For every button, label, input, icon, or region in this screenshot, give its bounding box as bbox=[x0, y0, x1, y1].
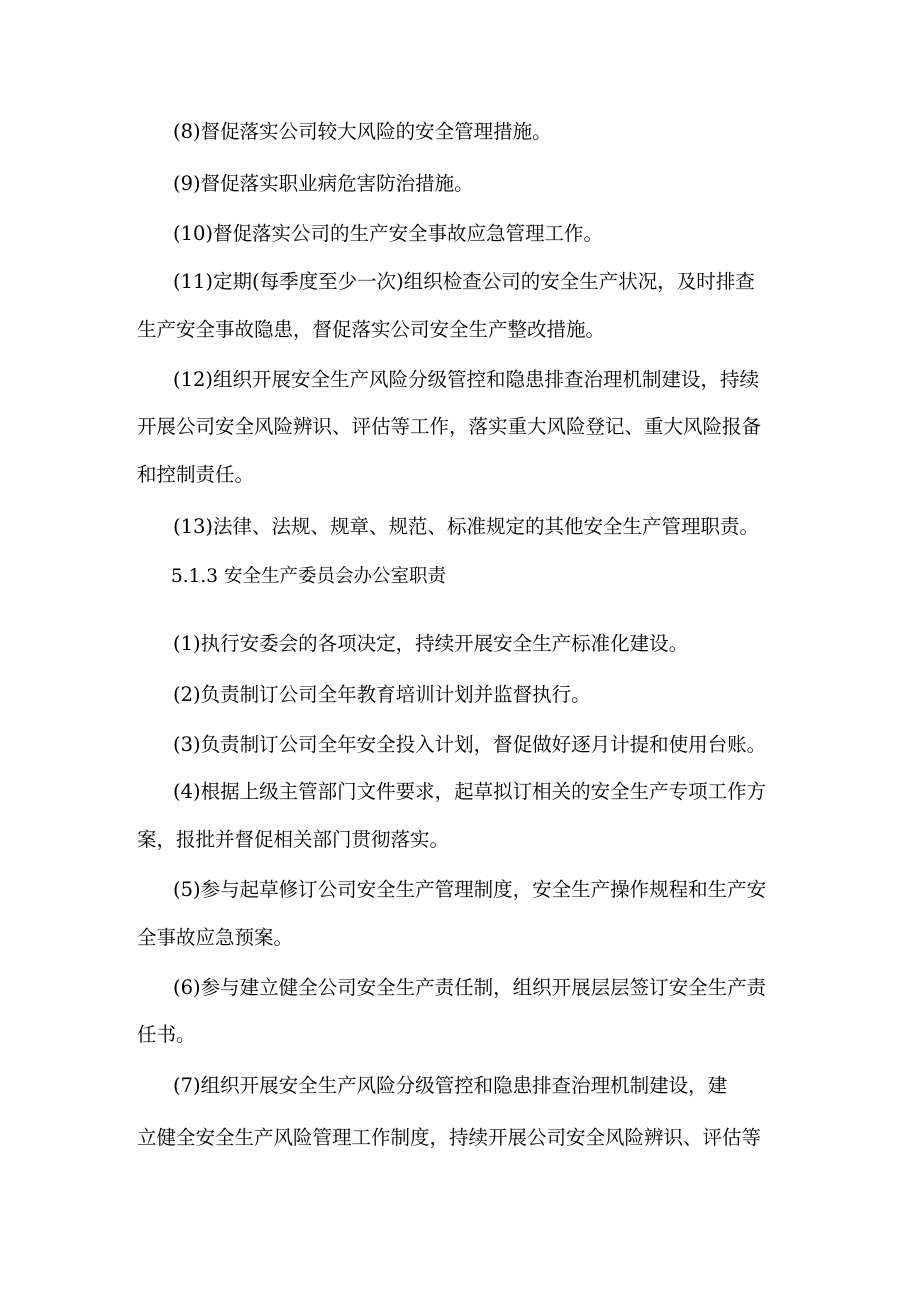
text-line: (11)定期(每季度至少一次)组织检查公司的安全生产状况，及时排查 bbox=[173, 270, 755, 293]
section-heading: 5.1.3 安全生产委员会办公室职责 bbox=[171, 566, 446, 587]
text-line: 案，报批并督促相关部门贯彻落实。 bbox=[137, 828, 450, 851]
text-line: (2)负责制订公司全年教育培训计划并监督执行。 bbox=[173, 683, 591, 706]
text-line: 开展公司安全风险辨识、评估等工作，落实重大风险登记、重大风险报备 bbox=[137, 415, 762, 438]
text-line: (10)督促落实公司的生产安全事故应急管理工作。 bbox=[173, 222, 604, 245]
text-line: 全事故应急预案。 bbox=[137, 926, 294, 949]
text-line: (8)督促落实公司较大风险的安全管理措施。 bbox=[173, 120, 552, 143]
text-line: 立健全安全生产风险管理工作制度，持续开展公司安全风险辨识、评估等 bbox=[137, 1126, 762, 1149]
text-line: (12)组织开展安全生产风险分级管控和隐患排查治理机制建设，持续 bbox=[173, 368, 760, 391]
text-line: (4)根据上级主管部门文件要求，起草拟订相关的安全生产专项工作方 bbox=[173, 780, 767, 803]
text-line: (13)法律、法规、规章、规范、标准规定的其他安全生产管理职责。 bbox=[173, 515, 760, 538]
text-line: (3)负责制订公司全年安全投入计划，督促做好逐月计提和使用台账。 bbox=[173, 733, 767, 756]
text-line: (1)执行安委会的各项决定，持续开展安全生产标准化建设。 bbox=[173, 632, 689, 655]
text-line: (6)参与建立健全公司安全生产责任制，组织开展层层签订安全生产责 bbox=[173, 976, 767, 999]
text-line: 和控制责任。 bbox=[137, 463, 255, 486]
text-line: 生产安全事故隐患，督促落实公司安全生产整改措施。 bbox=[137, 318, 606, 341]
text-line: 任书。 bbox=[137, 1023, 196, 1046]
text-line: (7)组织开展安全生产风险分级管控和隐患排查治理机制建设，建 bbox=[173, 1074, 728, 1097]
text-line: (5)参与起草修订公司安全生产管理制度，安全生产操作规程和生产安 bbox=[173, 878, 767, 901]
text-line: (9)督促落实职业病危害防治措施。 bbox=[173, 172, 474, 195]
